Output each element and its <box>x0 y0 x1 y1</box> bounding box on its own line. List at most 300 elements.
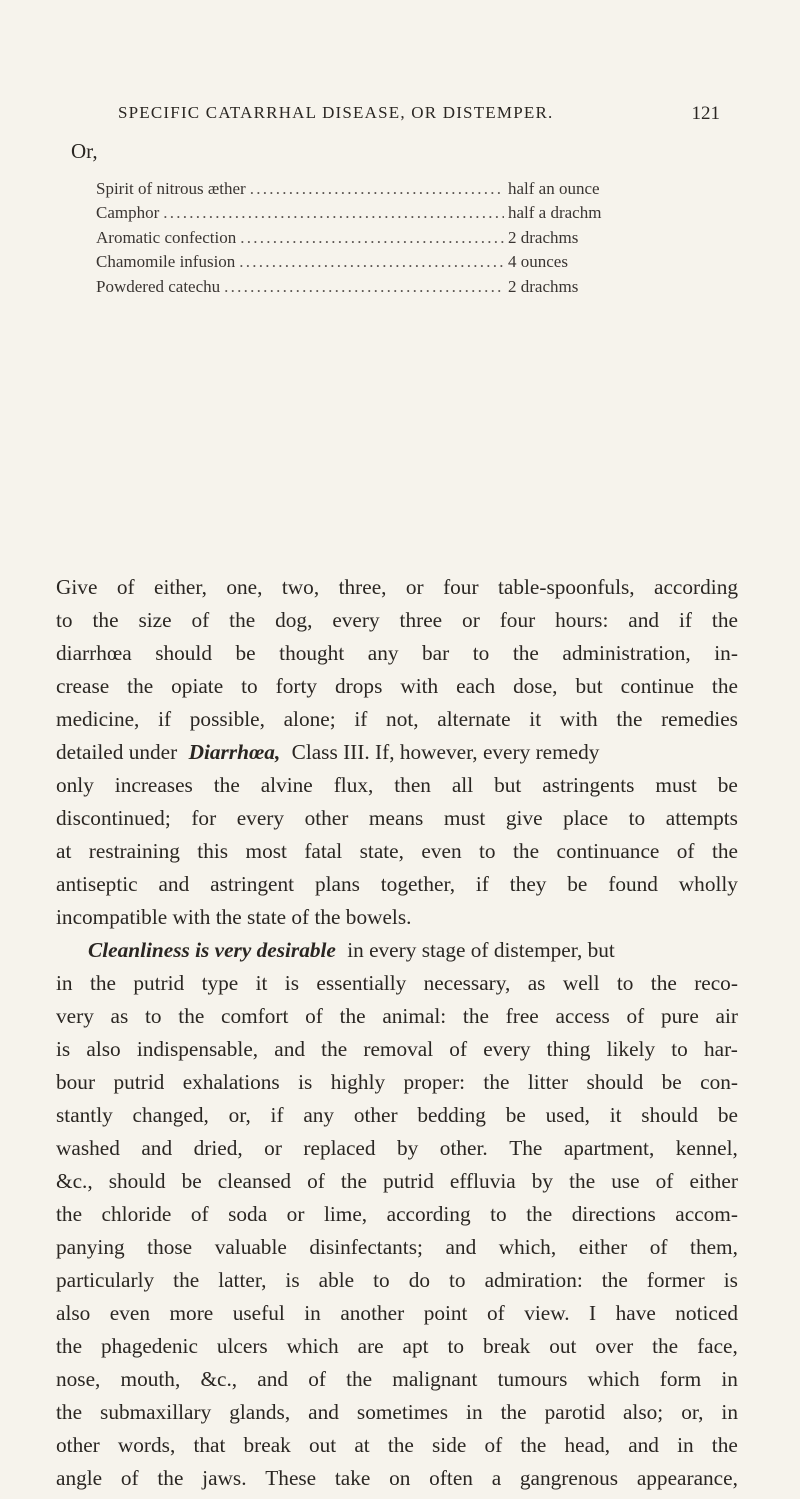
word: either <box>578 1235 628 1259</box>
text-fragment: detailed under <box>56 740 178 764</box>
word: apt <box>402 1334 429 1358</box>
word: the <box>711 1433 738 1457</box>
word: the <box>56 1334 83 1358</box>
word: but <box>575 674 603 698</box>
word: be <box>235 641 256 665</box>
word: of <box>486 1301 505 1325</box>
word: is <box>285 1268 300 1292</box>
word: and <box>257 1367 289 1391</box>
word: have <box>615 1301 656 1325</box>
word: four <box>443 575 479 599</box>
word: putrid <box>113 1070 165 1094</box>
word: free <box>505 1004 539 1028</box>
word: any <box>303 1103 335 1127</box>
word: the <box>127 674 154 698</box>
word: the <box>601 1268 628 1292</box>
word: three, <box>338 575 387 599</box>
word: of <box>116 575 135 599</box>
word: is <box>298 1070 313 1094</box>
word: that <box>193 1433 226 1457</box>
word: the <box>483 1070 510 1094</box>
word: thought <box>279 641 345 665</box>
word: of <box>191 608 210 632</box>
text-fragment: in every stage of distemper, but <box>347 938 615 962</box>
word: glands, <box>229 1400 291 1424</box>
running-header <box>118 103 720 131</box>
word: the <box>56 1202 83 1226</box>
word: hours: <box>555 608 609 632</box>
word: bedding <box>417 1103 486 1127</box>
word: are <box>357 1334 384 1358</box>
word: be <box>661 1070 682 1094</box>
word: even <box>109 1301 150 1325</box>
word: if <box>354 707 368 731</box>
word: one, <box>226 575 263 599</box>
word: them, <box>690 1235 738 1259</box>
text-line <box>56 1103 738 1136</box>
word: in- <box>714 641 738 665</box>
text-line <box>56 1334 738 1367</box>
word: and <box>628 608 660 632</box>
word: able <box>318 1268 355 1292</box>
word: even <box>421 839 462 863</box>
word: the <box>652 1334 679 1358</box>
word: Give <box>56 575 98 599</box>
word: animal: <box>382 1004 447 1028</box>
word: size <box>138 608 172 632</box>
word: apartment, <box>563 1136 655 1160</box>
word: to <box>490 1202 507 1226</box>
word: well <box>562 971 600 995</box>
word: wholly <box>678 872 738 896</box>
text-line <box>56 1202 738 1235</box>
word: words, <box>117 1433 176 1457</box>
word: chloride <box>101 1202 172 1226</box>
word: the <box>213 773 240 797</box>
ingredient-name: Chamomile infusion <box>96 252 236 272</box>
word: or, <box>681 1400 704 1424</box>
word: nose, <box>56 1367 101 1391</box>
word: restraining <box>88 839 180 863</box>
word: accom- <box>675 1202 738 1226</box>
word: to <box>616 971 634 995</box>
word: face, <box>697 1334 738 1358</box>
ingredient-name: Camphor <box>96 203 160 223</box>
word: in <box>721 1367 738 1391</box>
word: the <box>569 1169 596 1193</box>
word: means <box>368 806 424 830</box>
word: the <box>157 1466 184 1490</box>
word: litter <box>527 1070 569 1094</box>
word: astringent <box>210 872 295 896</box>
word: should <box>641 1103 699 1127</box>
text-line <box>56 806 738 839</box>
word: mouth, <box>120 1367 181 1391</box>
word: diarrhœa <box>56 641 132 665</box>
text-line <box>56 971 738 1004</box>
word: but <box>494 773 522 797</box>
word: it <box>255 971 268 995</box>
word: increases <box>114 773 193 797</box>
word: the <box>92 608 119 632</box>
text-line <box>56 839 738 872</box>
word: the <box>462 1004 489 1028</box>
word: either, <box>154 575 207 599</box>
ingredient-name: Powdered catechu <box>96 276 221 296</box>
word: of <box>626 1004 645 1028</box>
word: over <box>595 1334 634 1358</box>
word: which <box>286 1334 339 1358</box>
word: by <box>397 1136 419 1160</box>
word: submaxillary <box>100 1400 212 1424</box>
word: discontinued; <box>56 806 171 830</box>
word: thing <box>546 1037 591 1061</box>
word: this <box>197 839 229 863</box>
word: alternate <box>437 707 511 731</box>
text-line <box>56 608 738 641</box>
word: comfort <box>221 1004 289 1028</box>
word: of <box>307 1169 325 1193</box>
recipe-item <box>96 228 656 252</box>
word: continuance <box>556 839 660 863</box>
word: if <box>270 1103 284 1127</box>
word: and <box>445 1235 477 1259</box>
word: either <box>689 1169 738 1193</box>
word: not, <box>386 707 419 731</box>
ingredient-quantity: 2 drachms <box>508 276 579 296</box>
word: putrid <box>382 1169 434 1193</box>
word: changed, <box>132 1103 209 1127</box>
word: head, <box>564 1433 611 1457</box>
word: in <box>677 1433 694 1457</box>
word: used, <box>545 1103 590 1127</box>
text-line <box>56 707 738 740</box>
word: and <box>158 872 190 896</box>
text-line <box>56 641 738 674</box>
word: to <box>447 1334 465 1358</box>
word: to <box>449 1268 466 1292</box>
word: cleansed <box>217 1169 292 1193</box>
word: in <box>304 1301 321 1325</box>
word: form <box>659 1367 702 1391</box>
word: the <box>173 1268 200 1292</box>
word: medicine, <box>56 707 140 731</box>
word: fatal <box>304 839 343 863</box>
text-line <box>56 1004 738 1037</box>
text-line <box>56 1367 738 1400</box>
word: the <box>178 1004 205 1028</box>
word: then <box>394 773 431 797</box>
text-line <box>56 1466 738 1499</box>
text-line <box>56 1070 738 1103</box>
word: The <box>509 1136 543 1160</box>
word: other <box>353 1103 398 1127</box>
word: other. <box>439 1136 488 1160</box>
word: the <box>346 1367 373 1391</box>
word: only <box>56 773 94 797</box>
running-title: SPECIFIC CATARRHAL DISEASE, OR DISTEMPER. <box>118 103 554 122</box>
word: to <box>628 806 646 830</box>
word: of <box>649 1235 668 1259</box>
word: of <box>655 1169 674 1193</box>
dot-leader <box>250 179 504 199</box>
word: panying <box>56 1235 125 1259</box>
word: by <box>531 1169 554 1193</box>
ingredient-quantity: 4 ounces <box>508 252 568 272</box>
text-line <box>56 575 738 608</box>
word: the <box>321 1037 348 1061</box>
word: or <box>405 575 424 599</box>
word: every <box>483 1037 531 1061</box>
word: the <box>512 641 539 665</box>
word: at <box>56 839 72 863</box>
word: access <box>555 1004 610 1028</box>
word: of <box>190 1202 209 1226</box>
word: jaws. <box>202 1466 247 1490</box>
word: &c., <box>56 1169 93 1193</box>
word: I <box>589 1301 597 1325</box>
word: also <box>56 1301 91 1325</box>
word: to <box>241 674 258 698</box>
word: all <box>451 773 474 797</box>
word: essentially <box>316 971 407 995</box>
word: to <box>373 1268 390 1292</box>
word: valuable <box>214 1235 287 1259</box>
word: most <box>245 839 287 863</box>
word: kennel, <box>675 1136 738 1160</box>
word: malignant <box>392 1367 478 1391</box>
word: to <box>145 1004 162 1028</box>
word: according <box>386 1202 471 1226</box>
word: with <box>400 674 439 698</box>
word: latter, <box>218 1268 267 1292</box>
recipe-item <box>96 203 656 227</box>
word: dog, <box>275 608 313 632</box>
word: the <box>340 1169 367 1193</box>
word: in <box>466 1400 483 1424</box>
word: out <box>549 1334 577 1358</box>
word: often <box>429 1466 473 1490</box>
word: alone; <box>283 707 336 731</box>
word: very <box>56 1004 94 1028</box>
text-fragment: Class III. If, however, every remedy <box>291 740 600 764</box>
word: of <box>120 1466 139 1490</box>
word: should <box>155 641 213 665</box>
word: three <box>399 608 443 632</box>
word: astringents <box>542 773 635 797</box>
recipe-item <box>96 179 656 203</box>
word: is <box>284 971 300 995</box>
word: as <box>527 971 546 995</box>
word: the <box>229 608 256 632</box>
word: as <box>110 1004 129 1028</box>
word: antiseptic <box>56 872 138 896</box>
word: also <box>86 1037 121 1061</box>
text-line <box>56 1169 738 1202</box>
word: attempts <box>665 806 738 830</box>
word: according <box>654 575 738 599</box>
text-line <box>56 1037 738 1070</box>
word: the <box>650 971 677 995</box>
word: opiate <box>171 674 224 698</box>
italic-phrase: Cleanliness is very desirable <box>88 938 336 962</box>
word: the <box>339 1004 366 1028</box>
word: table-spoonfuls, <box>497 575 635 599</box>
word: likely <box>606 1037 656 1061</box>
text-line <box>56 740 738 773</box>
word: or, <box>228 1103 251 1127</box>
word: alvine <box>260 773 313 797</box>
dot-leader <box>239 252 504 272</box>
word: out <box>308 1433 337 1457</box>
word: the <box>616 707 643 731</box>
word: reco- <box>694 971 738 995</box>
word: a <box>491 1466 502 1490</box>
word: appearance, <box>636 1466 738 1490</box>
word: remedies <box>661 707 738 731</box>
word: or <box>264 1136 282 1160</box>
word: effluvia <box>449 1169 516 1193</box>
word: or <box>462 608 480 632</box>
word: pure <box>660 1004 699 1028</box>
word: any <box>367 641 399 665</box>
text-line <box>56 1301 738 1334</box>
word: highly <box>330 1070 386 1094</box>
text-line: incompatible with the state of the bowels. <box>56 905 412 929</box>
word: every <box>332 608 380 632</box>
word: other <box>56 1433 100 1457</box>
word: if <box>158 707 172 731</box>
word: phagedenic <box>100 1334 198 1358</box>
word: is <box>723 1268 738 1292</box>
word: and <box>628 1433 659 1457</box>
recipe-item <box>96 252 656 276</box>
word: the <box>56 1400 83 1424</box>
word: is <box>56 1037 71 1061</box>
word: the <box>711 608 738 632</box>
word: also; <box>622 1400 664 1424</box>
word: it <box>529 707 542 731</box>
word: of <box>308 1367 326 1391</box>
word: if <box>475 872 489 896</box>
word: in <box>721 1400 738 1424</box>
text-line <box>56 674 738 707</box>
word: other <box>304 806 349 830</box>
word: the <box>520 1433 547 1457</box>
word: found <box>608 872 658 896</box>
recipe-item <box>96 277 656 301</box>
word: for <box>191 806 217 830</box>
lead-word: Or, <box>71 139 98 163</box>
italic-term: Diarrhœa, <box>188 740 281 764</box>
text-line <box>56 1433 738 1466</box>
dot-leader <box>163 203 504 223</box>
word: bour <box>56 1070 96 1094</box>
word: disinfectants; <box>309 1235 423 1259</box>
word: the <box>711 674 738 698</box>
word: indispensable, <box>136 1037 259 1061</box>
word: useful <box>232 1301 285 1325</box>
word: in <box>56 971 73 995</box>
word: must <box>655 773 697 797</box>
word: or <box>286 1202 305 1226</box>
word: be <box>181 1169 202 1193</box>
page-number: 121 <box>691 103 720 124</box>
word: crease <box>56 674 110 698</box>
word: and <box>274 1037 306 1061</box>
word: the <box>387 1433 414 1457</box>
word: two, <box>281 575 320 599</box>
word: con- <box>700 1070 738 1094</box>
word: to <box>472 641 490 665</box>
word: of <box>449 1037 468 1061</box>
word: stantly <box>56 1103 113 1127</box>
word: soda <box>228 1202 268 1226</box>
word: it <box>609 1103 622 1127</box>
word: break <box>482 1334 531 1358</box>
word: four <box>499 608 536 632</box>
word: necessary, <box>423 971 511 995</box>
word: continue <box>620 674 694 698</box>
word: particularly <box>56 1268 155 1292</box>
word: removal <box>363 1037 434 1061</box>
text-line <box>56 872 738 905</box>
word: with <box>559 707 598 731</box>
word: should <box>108 1169 166 1193</box>
word: sometimes <box>356 1400 449 1424</box>
word: exhalations <box>182 1070 280 1094</box>
word: point <box>423 1301 468 1325</box>
word: and <box>141 1136 173 1160</box>
word: every <box>236 806 285 830</box>
word: possible, <box>189 707 265 731</box>
word: give <box>505 806 543 830</box>
text-line <box>56 1400 738 1433</box>
word: together, <box>380 872 456 896</box>
word: use <box>611 1169 640 1193</box>
word: gangrenous <box>519 1466 619 1490</box>
word: of <box>484 1433 503 1457</box>
word: plans <box>314 872 360 896</box>
word: ulcers <box>216 1334 268 1358</box>
text-line <box>56 1268 738 1301</box>
word: side <box>432 1433 467 1457</box>
ingredient-quantity: half a drachm <box>508 203 602 223</box>
word: to <box>479 839 496 863</box>
word: more <box>169 1301 214 1325</box>
word: type <box>201 971 239 995</box>
word: if <box>678 608 692 632</box>
word: to <box>671 1037 688 1061</box>
dot-leader <box>240 228 504 248</box>
word: air <box>715 1004 738 1028</box>
word: admiration: <box>484 1268 583 1292</box>
ingredient-quantity: 2 drachms <box>508 227 579 247</box>
word: directions <box>571 1202 656 1226</box>
word: bar <box>422 641 450 665</box>
text-line <box>56 1136 738 1169</box>
word: the <box>526 1202 553 1226</box>
word: which, <box>498 1235 557 1259</box>
word: be <box>567 872 588 896</box>
word: each <box>456 674 496 698</box>
word: place <box>563 806 609 830</box>
word: putrid <box>133 971 185 995</box>
text-line <box>56 773 738 806</box>
word: forty <box>275 674 318 698</box>
word: view. <box>524 1301 570 1325</box>
word: noticed <box>675 1301 738 1325</box>
